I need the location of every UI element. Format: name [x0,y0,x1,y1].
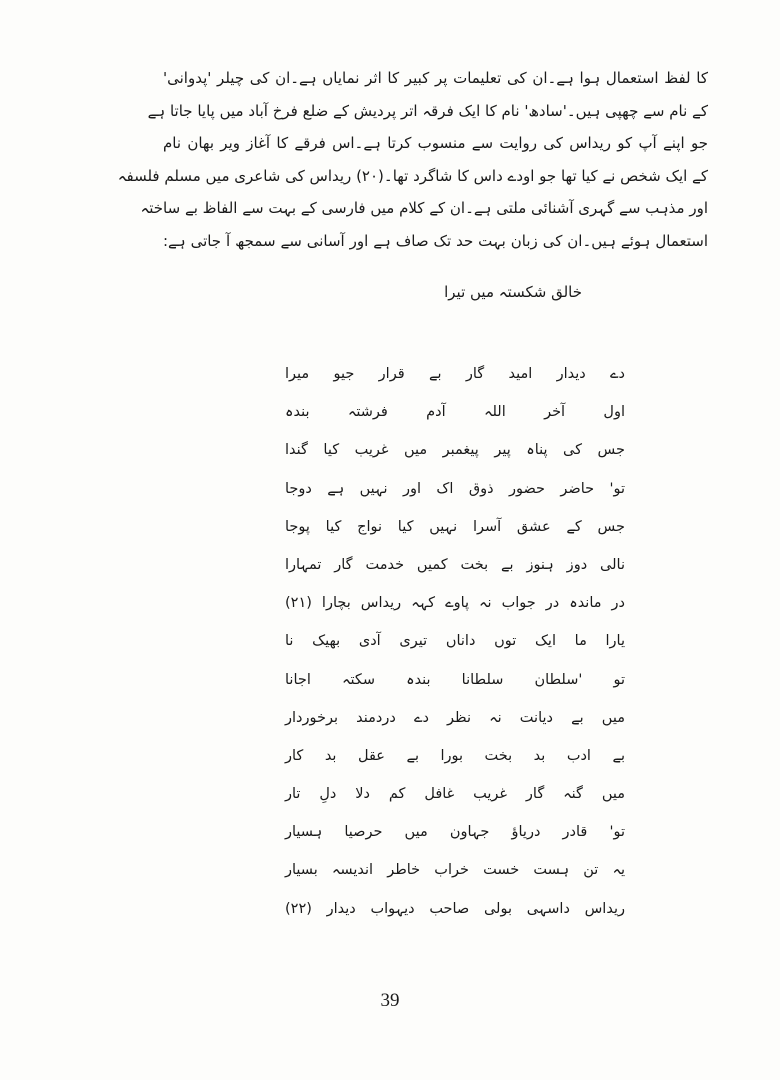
poem [285,355,625,928]
poem-line: میں بے دیانت نہ نظر دے دردمند برخوردار [285,709,625,726]
poem-line: تو' قادر دریاؤ جہاون میں حرصیا ہسیار [285,824,625,841]
poem-line: جس کی پناہ پیر پیغمبر میں غریب کیا گندا [285,442,625,459]
poem-line: بے ادب بد بخت بورا بے عقل بد کار [285,747,625,764]
poem-line: ریداس داسہی بولی صاحب دیہواب دیدار (۲۲) [285,900,625,917]
prose-line: اور مذہب سے گہری آشنائی ملتی ہے۔ان کے کلام میں فارسی کے بہت سے الفاظ بے ساختہ [140,199,708,218]
poem-line: تو 'سلطان سلطانا بندہ سکتہ اجانا [285,671,625,688]
poem-line: دے دیدار امید گار بے قرار جیو میرا [285,366,625,382]
prose-paragraph [117,62,708,258]
poem-line: تو' حاضر حضور ذوق اک اور نہیں ہے دوجا [285,480,625,497]
prose-line: استعمال ہوئے ہیں۔ان کی زبان بہت حد تک صاف ہے اور آسانی سے سمجھ آ جاتی ہے: [163,231,708,250]
poem-heading: خالق شکستہ میں تیرا [444,283,582,301]
poem-line: اول آخر اللہ آدم فرشتہ بندہ [285,404,625,421]
poem-line: یارا ما ایک توں داناں تیری آدی بھیک نا [285,633,625,650]
prose-line: کا لفظ استعمال ہوا ہے۔ان کی تعلیمات پر کبیر کا اثر نمایاں ہے۔ان کی چیلر 'پدوانی' [163,69,708,87]
poem-line: یہ تن ہست خست خراب خاطر اندیسہ بسیار [285,862,625,879]
poem-line: میں گنہ گار غریب غافل کم دلا دلِ تار [285,786,625,803]
prose-line: کے نام سے چھپی ہیں۔'سادھ' نام کا ایک فرقہ اتر پردیش کے ضلع فرخ آباد میں پایا جاتا ہے [147,101,708,120]
prose-line: جو اپنے آپ کو ریداس کی روایت سے منسوب کرتا ہے۔اس فرقے کا آغاز ویر بھان نام [163,134,708,153]
prose-line: کے ایک شخص نے کیا تھا جو اودے داس کا شاگرد تھا۔(۲۰) ریداس کی شاعری میں مسلم فلسفہ [117,166,708,185]
poem-line: در ماندہ در جواب نہ پاوے کہہ ریداس بچارا (۲۱) [285,595,625,612]
page-number: 39 [380,990,400,1011]
poem-line: نالی دوز ہنوز بے بخت کمیں خدمت گار تمہارا [285,556,625,573]
poem-line: جس کے عشق آسرا نہیں کیا نواج کیا پوجا [285,518,625,535]
